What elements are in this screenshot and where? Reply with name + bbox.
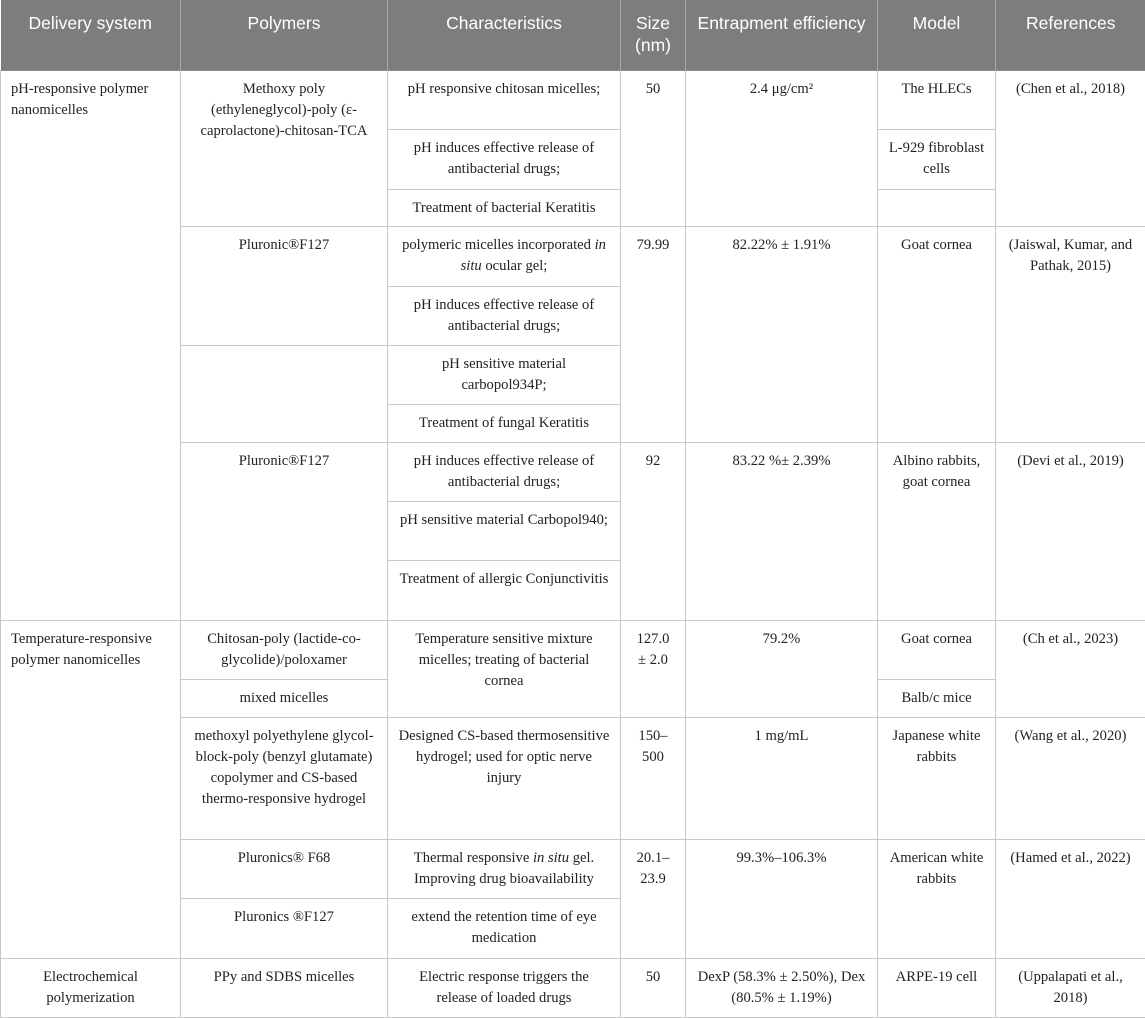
model-cell: Balb/c mice	[878, 680, 996, 718]
characteristics-cell: Thermal responsive in situ gel. Improving drug bioavailability	[388, 839, 621, 898]
table-row	[1, 70, 1145, 129]
characteristics-cell: Treatment of bacterial Keratitis	[388, 190, 621, 227]
model-cell: Albino rabbits, goat cornea	[878, 442, 996, 620]
model-cell	[878, 190, 996, 227]
header-model: Model	[878, 0, 996, 70]
header-delivery-system: Delivery system	[1, 0, 181, 70]
efficiency-cell: 99.3%–106.3%	[686, 839, 878, 958]
characteristics-cell: Temperature sensitive mixture micelles; treating of bacterial cornea	[388, 620, 621, 718]
table-row	[1, 958, 1145, 1017]
reference-cell: (Wang et al., 2020)	[996, 718, 1145, 840]
polymer-cell: Pluronic®F127	[181, 227, 388, 346]
model-cell: The HLECs	[878, 70, 996, 129]
polymer-cell	[181, 346, 388, 443]
efficiency-cell: DexP (58.3% ± 2.50%), Dex (80.5% ± 1.19%)	[686, 958, 878, 1017]
polymer-cell: Pluronic®F127	[181, 442, 388, 620]
polymer-cell: PPy and SDBS micelles	[181, 958, 388, 1017]
header-references: References	[996, 0, 1145, 70]
characteristics-cell: pH responsive chitosan micelles;	[388, 70, 621, 129]
characteristics-cell: pH induces effective release of antibacterial drugs;	[388, 286, 621, 345]
header-entrapment-efficiency: Entrapment efficiency	[686, 0, 878, 70]
efficiency-cell: 1 mg/mL	[686, 718, 878, 840]
characteristics-cell: extend the retention time of eye medication	[388, 899, 621, 958]
delivery-system-cell: pH-responsive polymer nanomicelles	[1, 70, 181, 620]
polymer-cell: mixed micelles	[181, 680, 388, 718]
polymer-cell: Pluronics ®F127	[181, 899, 388, 958]
efficiency-cell: 79.2%	[686, 620, 878, 718]
header-characteristics: Characteristics	[388, 0, 621, 70]
reference-cell: (Devi et al., 2019)	[996, 442, 1145, 620]
efficiency-cell: 82.22% ± 1.91%	[686, 227, 878, 442]
model-cell: Japanese white rabbits	[878, 718, 996, 840]
polymer-cell: Pluronics® F68	[181, 839, 388, 898]
delivery-system-cell: Electrochemical polymerization	[1, 958, 181, 1017]
model-cell: American white rabbits	[878, 839, 996, 958]
characteristics-cell: Treatment of fungal Keratitis	[388, 405, 621, 442]
model-cell: ARPE-19 cell	[878, 958, 996, 1017]
reference-cell: (Jaiswal, Kumar, and Pathak, 2015)	[996, 227, 1145, 442]
characteristics-cell: pH induces effective release of antibacterial drugs;	[388, 129, 621, 189]
polymer-cell: methoxyl polyethylene glycol-block-poly (benzyl glutamate) copolymer and CS-based thermo-responsive hydrogel	[181, 718, 388, 840]
characteristics-cell: pH sensitive material Carbopol940;	[388, 501, 621, 560]
reference-cell: (Chen et al., 2018)	[996, 70, 1145, 227]
characteristics-cell: Treatment of allergic Conjunctivitis	[388, 561, 621, 620]
header-polymers: Polymers	[181, 0, 388, 70]
characteristics-cell: pH induces effective release of antibacterial drugs;	[388, 442, 621, 501]
polymer-cell: Chitosan-poly (lactide-co-glycolide)/poloxamer	[181, 620, 388, 679]
reference-cell: (Ch et al., 2023)	[996, 620, 1145, 718]
model-cell: L-929 fibroblast cells	[878, 129, 996, 189]
table-row	[1, 620, 1145, 679]
characteristics-cell: polymeric micelles incorporated in situ ocular gel;	[388, 227, 621, 286]
characteristics-cell: Designed CS-based thermosensitive hydrogel; used for optic nerve injury	[388, 718, 621, 840]
size-cell: 92	[621, 442, 686, 620]
characteristics-cell: Electric response triggers the release of loaded drugs	[388, 958, 621, 1017]
efficiency-cell: 2.4 μg/cm²	[686, 70, 878, 227]
reference-cell: (Uppalapati et al., 2018)	[996, 958, 1145, 1017]
size-cell: 20.1–23.9	[621, 839, 686, 958]
reference-cell: (Hamed et al., 2022)	[996, 839, 1145, 958]
size-cell: 150–500	[621, 718, 686, 840]
size-cell: 50	[621, 958, 686, 1017]
header-row	[1, 0, 1145, 70]
polymer-cell: Methoxy poly (ethyleneglycol)-poly (ε-caprolactone)-chitosan-TCA	[181, 70, 388, 227]
size-cell: 79.99	[621, 227, 686, 442]
size-cell: 127.0 ± 2.0	[621, 620, 686, 718]
header-size: Size (nm)	[621, 0, 686, 70]
characteristics-cell: pH sensitive material carbopol934P;	[388, 346, 621, 405]
model-cell: Goat cornea	[878, 620, 996, 679]
delivery-system-cell: Temperature-responsive polymer nanomicelles	[1, 620, 181, 958]
efficiency-cell: 83.22 %± 2.39%	[686, 442, 878, 620]
model-cell: Goat cornea	[878, 227, 996, 442]
size-cell: 50	[621, 70, 686, 227]
